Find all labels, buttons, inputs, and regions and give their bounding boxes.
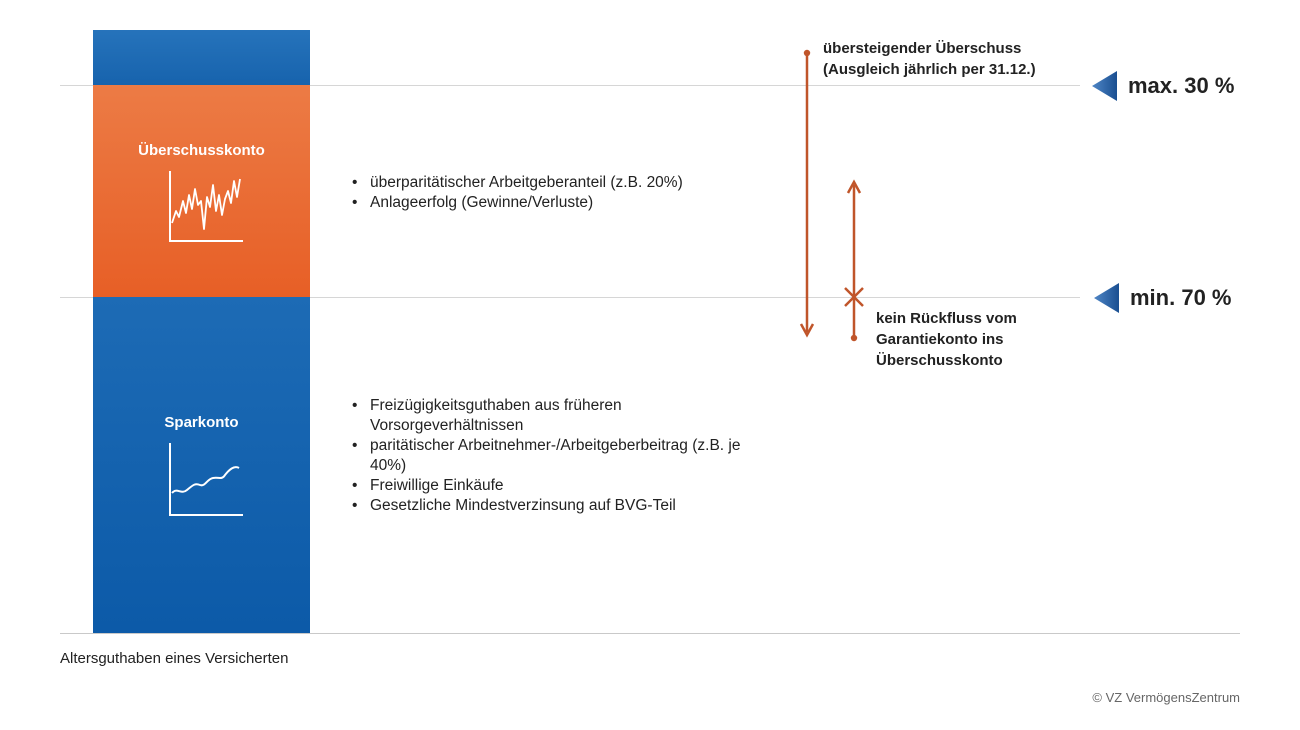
- copyright-credit: © VZ VermögensZentrum: [1092, 690, 1240, 705]
- list-item: • Freiwillige Einkäufe: [352, 476, 772, 496]
- list-item: • Freizügigkeitsguthaben aus früheren Vorsorgeverhältnissen: [352, 396, 772, 436]
- excess-bar-segment: [93, 30, 310, 85]
- list-item: • überparitätischer Arbeitgeberanteil (z.B. 20%): [352, 173, 772, 193]
- savings-account-label: Sparkonto: [164, 414, 239, 431]
- baseline: [60, 633, 1240, 634]
- diagram-caption: Altersguthaben eines Versicherten: [60, 650, 289, 667]
- list-item: • paritätischer Arbeitnehmer-/Arbeitgeberbeitrag (z.B. je 40%): [352, 436, 772, 476]
- steady-growth-chart-icon: [167, 443, 245, 517]
- backflow-blocked-arrow: [845, 182, 863, 341]
- surplus-account-segment: [93, 85, 310, 297]
- surplus-account-label: Überschusskonto: [138, 142, 265, 159]
- surplus-account-bullets: [352, 173, 772, 213]
- list-item: • Gesetzliche Mindestverzinsung auf BVG-Teil: [352, 496, 772, 516]
- excess-annotation: übersteigender Überschuss (Ausgleich jährlich per 31.12.): [823, 40, 1036, 78]
- flow-arrows: [790, 40, 870, 350]
- volatile-line-chart-icon: [167, 171, 245, 243]
- list-item: • Anlageerfolg (Gewinne/Verluste): [352, 193, 772, 213]
- triangle-marker-icon: [1092, 70, 1118, 102]
- no-backflow-annotation: kein Rückfluss vom Garantiekonto ins Überschusskonto: [876, 310, 1017, 369]
- min-marker-label: min. 70 %: [1130, 285, 1232, 310]
- excess-down-arrow: [801, 50, 813, 335]
- triangle-marker-icon: [1094, 282, 1120, 314]
- max-marker-label: max. 30 %: [1128, 73, 1235, 98]
- savings-account-bullets: [352, 396, 772, 516]
- savings-account-segment: [93, 297, 310, 633]
